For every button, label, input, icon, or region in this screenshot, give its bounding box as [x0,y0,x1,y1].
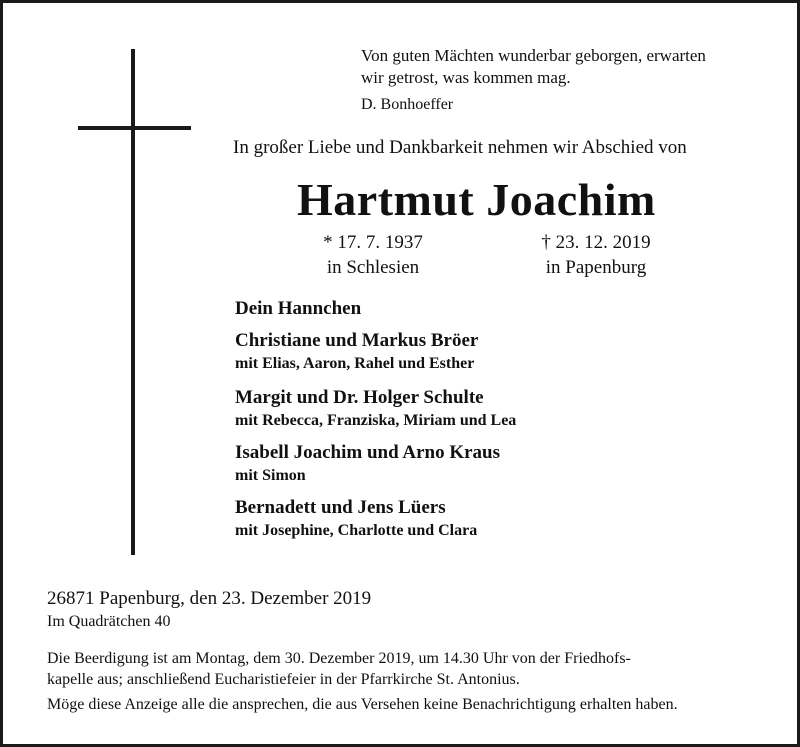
notice-remark: Möge diese Anzeige alle die ansprechen, die aus Versehen keine Benachrichtigung erhalten haben. [47,696,678,713]
family-name-0: Dein Hannchen [235,298,362,319]
death-date: † 23. 12. 2019 [541,232,651,253]
street-address: Im Quadrätchen 40 [47,613,171,630]
place-date: 26871 Papenburg, den 23. Dezember 2019 [47,588,372,609]
family-kids-2: mit Rebecca, Franziska, Miriam und Lea [235,412,517,429]
quote-line-1: Von guten Mächten wunderbar geborgen, erwarten [361,46,706,65]
family-kids-3: mit Simon [235,467,306,484]
family-name-1: Christiane und Markus Bröer [235,330,479,351]
cross-icon [131,49,135,555]
birth-place: in Schlesien [326,257,420,278]
quote-line-2: wir getrost, was kommen mag. [361,68,571,87]
family-name-4: Bernadett und Jens Lüers [235,497,446,518]
family-name-2: Margit und Dr. Holger Schulte [235,387,484,408]
intro-text: In großer Liebe und Dankbarkeit nehmen wir Abschied von [233,137,687,158]
family-kids-1: mit Elias, Aaron, Rahel und Esther [235,355,475,372]
funeral-notice-line-2: kapelle aus; anschließend Eucharistiefeier in der Pfarrkirche St. Antonius. [47,671,520,688]
family-kids-4: mit Josephine, Charlotte und Clara [235,522,478,539]
birth-date: * 17. 7. 1937 [323,232,423,253]
family-name-3: Isabell Joachim und Arno Kraus [235,442,500,463]
deceased-name: Hartmut Joachim [297,174,656,225]
funeral-notice-line-1: Die Beerdigung ist am Montag, dem 30. Dezember 2019, um 14.30 Uhr von der Friedhofs- [47,650,631,667]
quote-author: D. Bonhoeffer [361,96,454,113]
death-place: in Papenburg [545,257,647,278]
cross-icon-bar [78,126,191,130]
